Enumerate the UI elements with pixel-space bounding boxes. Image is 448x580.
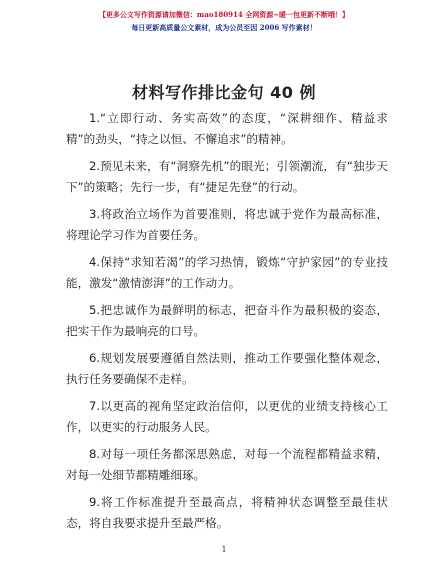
promo-header-line-2: 每日更新高质量公文素材，成为公员至因 2006 写作素材！ [131, 23, 317, 32]
sentence-list [66, 108, 388, 540]
document-title: 材料写作排比金句 40 例 [132, 83, 316, 102]
list-item: 3.将政治立场作为首要准则，将忠诚于党作为最高标准，将理论学习作为首要任务。 [66, 207, 388, 242]
promo-header [0, 10, 448, 33]
list-item: 7.以更高的视角坚定政治信仰，以更优的业绩支持核心工作，以更实的行动服务人民。 [66, 399, 388, 434]
promo-header-line-1: 【更多公文写作资源请加微信：mao180914 全网资源~暖一包更新不断哦！】 [98, 10, 350, 19]
list-item: 6.规划发展要遵循自然法则，推动工作要强化整体观念，执行任务要确保不走样。 [66, 351, 388, 386]
list-item: 8.对每一项任务都深思熟虑，对每一个流程都精益求精，对每一处细节都精雕细琢。 [66, 447, 388, 482]
list-item: 4.保持“求知若渴”的学习热情，锻炼“守护家园”的专业技能，激发“激情澎湃”的工作动力。 [66, 255, 388, 290]
list-item: 1.“立即行动、务实高效”的态度，“深耕细作、精益求精”的劲头，“持之以恒、不懈追求”的精神。 [66, 111, 388, 146]
list-item: 9.将工作标准提升至最高点，将精神状态调整至最佳状态，将自我要求提升至最严格。 [66, 495, 388, 530]
list-item: 2.预见未来，有“洞察先机”的眼光；引领潮流，有“独步天下”的策略；先行一步，有“捷足先登”的行动。 [66, 159, 388, 194]
list-item: 5.把忠诚作为最鲜明的标志，把奋斗作为最积极的姿态，把实干作为最响亮的口号。 [66, 303, 388, 338]
page-number: 1 [221, 545, 227, 554]
